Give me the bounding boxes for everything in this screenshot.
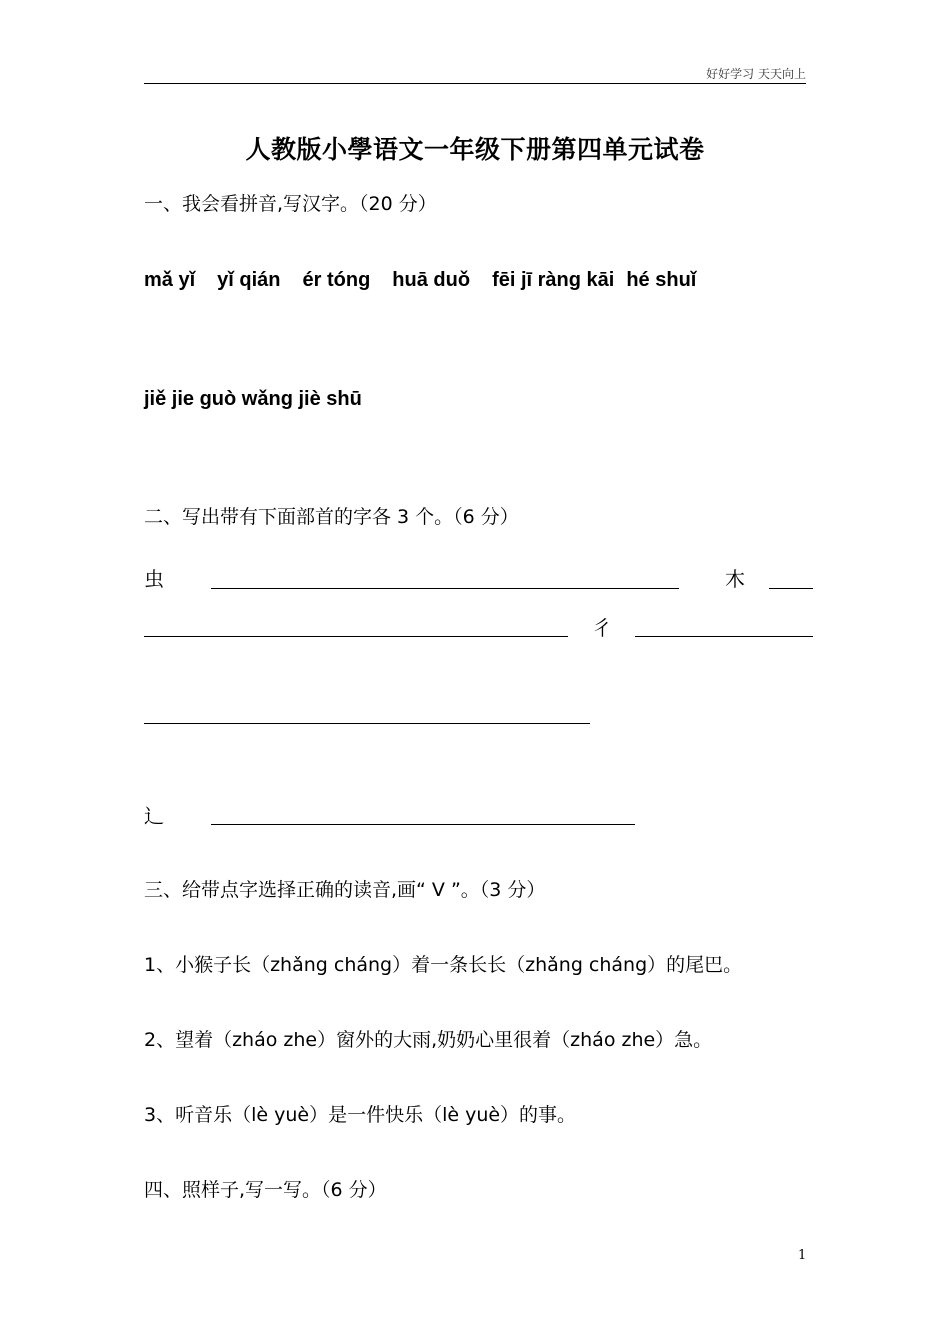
pinyin-item: fēi jī ràng kāi	[492, 269, 615, 291]
section3-heading: 三、给带点字选择正确的读音,画“ V ”。（3 分）	[144, 879, 546, 901]
pinyin-item: ér tóng	[302, 269, 371, 291]
answer-blank[interactable]	[144, 636, 568, 637]
question-item: 2、望着（zháo zhe）窗外的大雨,奶奶心里很着（zháo zhe）急。	[144, 1029, 713, 1051]
pinyin-item: hé shuǐ	[626, 269, 697, 291]
question-item: 3、听音乐（lè yuè）是一件快乐（lè yuè）的事。	[144, 1104, 577, 1126]
pinyin-item: huā duǒ	[392, 269, 471, 291]
question-item: 1、小猴子长（zhǎng cháng）着一条长长（zhǎng cháng）的尾巴。	[144, 954, 743, 976]
pinyin-item: mǎ yǐ	[144, 269, 196, 291]
radical-step: 彳	[592, 616, 612, 640]
radical-insect: 虫	[144, 567, 164, 591]
section2-heading: 二、写出带有下面部首的字各 3 个。（6 分）	[144, 506, 519, 528]
pinyin-item: jiě jie guò wǎng jiè shū	[144, 388, 362, 410]
radical-wood: 木	[725, 567, 745, 591]
answer-blank[interactable]	[769, 588, 813, 589]
answer-blank[interactable]	[144, 723, 590, 724]
radical-walk: 辶	[144, 804, 164, 828]
header-motto: 好好学习 天天向上	[706, 67, 806, 81]
pinyin-row-2	[144, 385, 384, 413]
pinyin-row-1	[144, 266, 718, 294]
header-divider	[144, 83, 806, 84]
section4-heading: 四、照样子,写一写。（6 分）	[144, 1179, 387, 1201]
answer-blank[interactable]	[635, 636, 813, 637]
section1-heading: 一、我会看拼音,写汉字。（20 分）	[144, 193, 437, 215]
answer-blank[interactable]	[211, 824, 635, 825]
pinyin-item: yǐ qián	[217, 269, 281, 291]
answer-blank[interactable]	[211, 588, 679, 589]
page-number: 1	[798, 1248, 807, 1263]
page-title: 人教版小學语文一年级下册第四单元试卷	[245, 135, 705, 164]
